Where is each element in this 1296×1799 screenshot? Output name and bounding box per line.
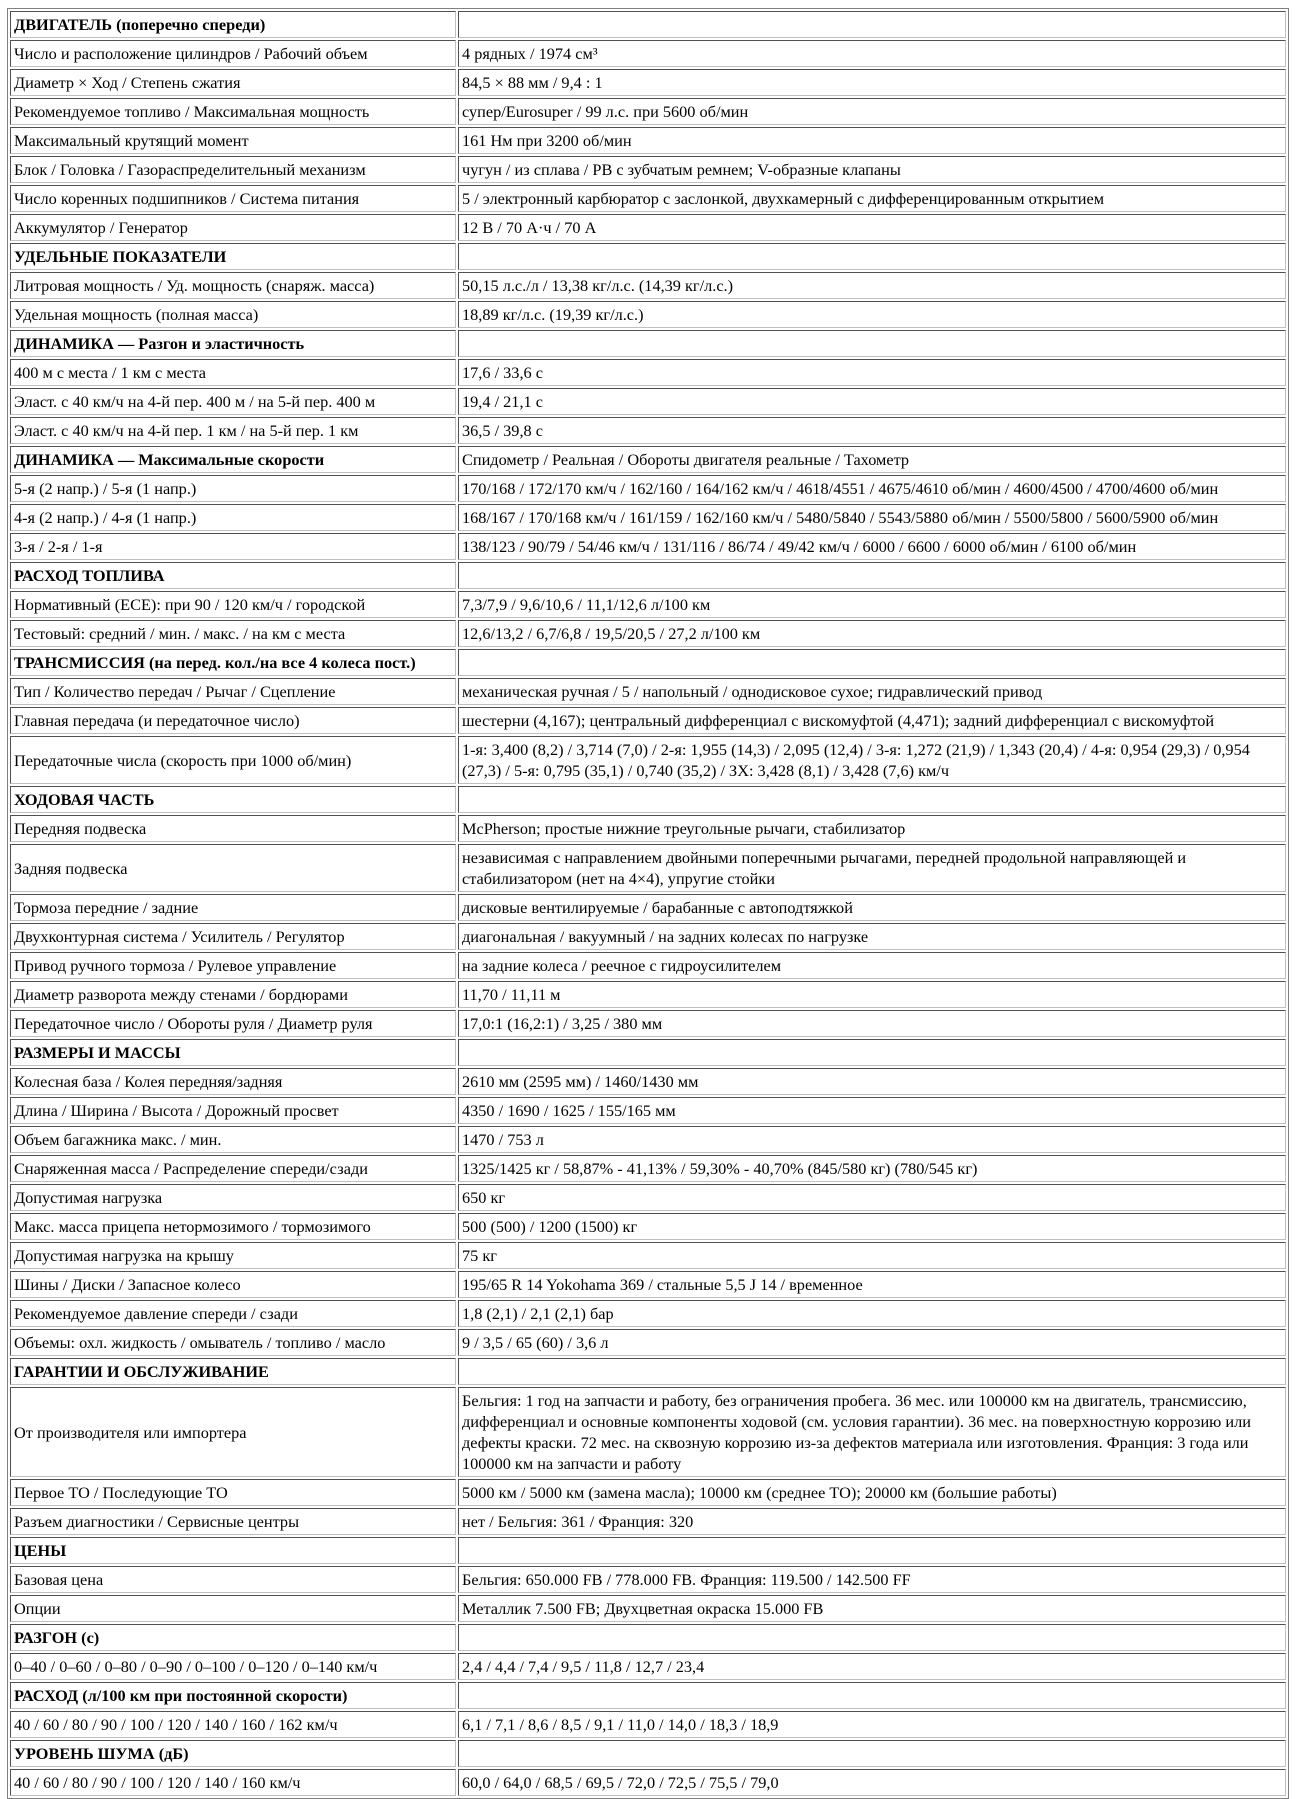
parameter-label: Диаметр разворота между стенами / бордюрами (10, 981, 456, 1008)
table-row (10, 1097, 1286, 1124)
parameter-value: 1470 / 753 л (458, 1126, 1286, 1153)
parameter-value: 4350 / 1690 / 1625 / 155/165 мм (458, 1097, 1286, 1124)
parameter-value: 60,0 / 64,0 / 68,5 / 69,5 / 72,0 / 72,5 / 75,5 / 79,0 (458, 1769, 1286, 1796)
parameter-label: Блок / Головка / Газораспределительный механизм (10, 156, 456, 183)
parameter-label: Главная передача (и передаточное число) (10, 707, 456, 734)
parameter-value: чугун / из сплава / РВ с зубчатым ремнем; V-образные клапаны (458, 156, 1286, 183)
parameter-label: Эласт. с 40 км/ч на 4-й пер. 1 км / на 5-й пер. 1 км (10, 417, 456, 444)
table-row (10, 1711, 1286, 1738)
table-row (10, 894, 1286, 921)
specs-table (7, 8, 1289, 1799)
table-row (10, 1010, 1286, 1037)
parameter-label: Объемы: охл. жидкость / омыватель / топливо / масло (10, 1329, 456, 1356)
section-title: РАСХОД (л/100 км при постоянной скорости) (10, 1682, 456, 1709)
parameter-label: Передаточные числа (скорость при 1000 об/мин) (10, 736, 456, 784)
parameter-value: 18,89 кг/л.с. (19,39 кг/л.с.) (458, 301, 1286, 328)
parameter-value: 1,8 (2,1) / 2,1 (2,1) бар (458, 1300, 1286, 1327)
section-title: ХОДОВАЯ ЧАСТЬ (10, 786, 456, 813)
section-header-row (10, 446, 1286, 473)
parameter-label: Колесная база / Колея передняя/задняя (10, 1068, 456, 1095)
table-row (10, 923, 1286, 950)
parameter-value (458, 330, 1286, 357)
table-row (10, 736, 1286, 784)
parameter-value (458, 11, 1286, 38)
parameter-value: нет / Бельгия: 361 / Франция: 320 (458, 1508, 1286, 1535)
parameter-value: независимая с направлением двойными поперечными рычагами, передней продольной направляющей и стабилизатором (нет на 4×4), упругие стойки (458, 844, 1286, 892)
parameter-value: 2610 мм (2595 мм) / 1460/1430 мм (458, 1068, 1286, 1095)
section-header-row (10, 1039, 1286, 1066)
parameter-value (458, 243, 1286, 270)
parameter-value: 50,15 л.с./л / 13,38 кг/л.с. (14,39 кг/л.с.) (458, 272, 1286, 299)
parameter-label: Шины / Диски / Запасное колесо (10, 1271, 456, 1298)
parameter-value: 36,5 / 39,8 с (458, 417, 1286, 444)
table-row (10, 1329, 1286, 1356)
table-row (10, 185, 1286, 212)
table-row (10, 1184, 1286, 1211)
parameter-label: 400 м с места / 1 км с места (10, 359, 456, 386)
table-row (10, 591, 1286, 618)
table-row (10, 40, 1286, 67)
parameter-value: 5000 км / 5000 км (замена масла); 10000 км (среднее ТО); 20000 км (большие работы) (458, 1479, 1286, 1506)
section-title: РАЗГОН (с) (10, 1624, 456, 1651)
parameter-value (458, 1358, 1286, 1385)
table-row (10, 1566, 1286, 1593)
section-header-row (10, 1624, 1286, 1651)
parameter-value: 75 кг (458, 1242, 1286, 1269)
parameter-label: Разъем диагностики / Сервисные центры (10, 1508, 456, 1535)
parameter-value: на задние колеса / реечное с гидроусилителем (458, 952, 1286, 979)
parameter-label: Длина / Ширина / Высота / Дорожный просвет (10, 1097, 456, 1124)
parameter-value: 161 Нм при 3200 об/мин (458, 127, 1286, 154)
table-row (10, 1271, 1286, 1298)
section-title: ГАРАНТИИ И ОБСЛУЖИВАНИЕ (10, 1358, 456, 1385)
table-row (10, 359, 1286, 386)
parameter-value: 138/123 / 90/79 / 54/46 км/ч / 131/116 / 86/74 / 49/42 км/ч / 6000 / 6600 / 6000 об/мин / 6100 об/мин (458, 533, 1286, 560)
table-row (10, 678, 1286, 705)
parameter-label: 40 / 60 / 80 / 90 / 100 / 120 / 140 / 160 км/ч (10, 1769, 456, 1796)
parameter-value (458, 1039, 1286, 1066)
parameter-value: 11,70 / 11,11 м (458, 981, 1286, 1008)
table-row (10, 1300, 1286, 1327)
parameter-value: 1-я: 3,400 (8,2) / 3,714 (7,0) / 2-я: 1,955 (14,3) / 2,095 (12,4) / 3-я: 1,272 (21,9) / 1,343 (20,4) / 4-я: 0,954 (29,3) / 0,954 (27,3) / 5-я: 0,795 (35,1) / 0,740 (35,2) / ЗХ: 3,428 (8,1) / 3,428 (7,6) км/ч (458, 736, 1286, 784)
parameter-label: 3-я / 2-я / 1-я (10, 533, 456, 560)
parameter-label: Число и расположение цилиндров / Рабочий объем (10, 40, 456, 67)
parameter-label: Первое ТО / Последующие ТО (10, 1479, 456, 1506)
parameter-label: 4-я (2 напр.) / 4-я (1 напр.) (10, 504, 456, 531)
table-row (10, 1769, 1286, 1796)
table-row (10, 417, 1286, 444)
table-row (10, 301, 1286, 328)
parameter-value: Спидометр / Реальная / Обороты двигателя реальные / Тахометр (458, 446, 1286, 473)
section-header-row (10, 562, 1286, 589)
table-row (10, 475, 1286, 502)
table-row (10, 952, 1286, 979)
table-row (10, 707, 1286, 734)
table-row (10, 533, 1286, 560)
table-row (10, 98, 1286, 125)
parameter-value: супер/Eurosuper / 99 л.с. при 5600 об/мин (458, 98, 1286, 125)
parameter-value: механическая ручная / 5 / напольный / однодисковое сухое; гидравлический привод (458, 678, 1286, 705)
section-header-row (10, 786, 1286, 813)
parameter-label: Двухконтурная система / Усилитель / Регулятор (10, 923, 456, 950)
parameter-label: Литровая мощность / Уд. мощность (снаряж. масса) (10, 272, 456, 299)
section-header-row (10, 330, 1286, 357)
parameter-label: Базовая цена (10, 1566, 456, 1593)
parameter-label: От производителя или импортера (10, 1387, 456, 1477)
parameter-label: Тип / Количество передач / Рычаг / Сцепление (10, 678, 456, 705)
parameter-label: Передняя подвеска (10, 815, 456, 842)
parameter-value: 17,0:1 (16,2:1) / 3,25 / 380 мм (458, 1010, 1286, 1037)
parameter-value: McPherson; простые нижние треугольные рычаги, стабилизатор (458, 815, 1286, 842)
parameter-value: 19,4 / 21,1 с (458, 388, 1286, 415)
table-row (10, 1653, 1286, 1680)
parameter-value (458, 562, 1286, 589)
parameter-value: диагональная / вакуумный / на задних колесах по нагрузке (458, 923, 1286, 950)
table-row (10, 844, 1286, 892)
parameter-value: 7,3/7,9 / 9,6/10,6 / 11,1/12,6 л/100 км (458, 591, 1286, 618)
parameter-value: 2,4 / 4,4 / 7,4 / 9,5 / 11,8 / 12,7 / 23,4 (458, 1653, 1286, 1680)
parameter-label: Максимальный крутящий момент (10, 127, 456, 154)
parameter-value (458, 649, 1286, 676)
parameter-value (458, 1740, 1286, 1767)
parameter-label: Допустимая нагрузка на крышу (10, 1242, 456, 1269)
parameter-value (458, 786, 1286, 813)
parameter-label: Эласт. с 40 км/ч на 4-й пер. 400 м / на 5-й пер. 400 м (10, 388, 456, 415)
table-row (10, 1508, 1286, 1535)
parameter-value: 650 кг (458, 1184, 1286, 1211)
section-title: ДИНАМИКА — Разгон и эластичность (10, 330, 456, 357)
parameter-value: Бельгия: 650.000 FB / 778.000 FB. Франция: 119.500 / 142.500 FF (458, 1566, 1286, 1593)
section-header-row (10, 649, 1286, 676)
parameter-label: 0–40 / 0–60 / 0–80 / 0–90 / 0–100 / 0–120 / 0–140 км/ч (10, 1653, 456, 1680)
table-row (10, 1126, 1286, 1153)
table-row (10, 981, 1286, 1008)
parameter-label: Задняя подвеска (10, 844, 456, 892)
parameter-label: Тестовый: средний / мин. / макс. / на км с места (10, 620, 456, 647)
table-row (10, 388, 1286, 415)
parameter-label: Опции (10, 1595, 456, 1622)
parameter-label: Число коренных подшипников / Система питания (10, 185, 456, 212)
section-header-row (10, 1358, 1286, 1385)
table-row (10, 1155, 1286, 1182)
parameter-label: Рекомендуемое топливо / Максимальная мощность (10, 98, 456, 125)
parameter-label: Удельная мощность (полная масса) (10, 301, 456, 328)
parameter-label: Диаметр × Ход / Степень сжатия (10, 69, 456, 96)
parameter-label: Тормоза передние / задние (10, 894, 456, 921)
parameter-value: 1325/1425 кг / 58,87% - 41,13% / 59,30% - 40,70% (845/580 кг) (780/545 кг) (458, 1155, 1286, 1182)
parameter-label: Нормативный (ECE): при 90 / 120 км/ч / городской (10, 591, 456, 618)
table-row (10, 1479, 1286, 1506)
table-row (10, 504, 1286, 531)
parameter-value: дисковые вентилируемые / барабанные с автоподтяжкой (458, 894, 1286, 921)
parameter-value: 4 рядных / 1974 см³ (458, 40, 1286, 67)
section-title: ЦЕНЫ (10, 1537, 456, 1564)
table-row (10, 156, 1286, 183)
section-header-row (10, 1682, 1286, 1709)
parameter-label: Передаточное число / Обороты руля / Диаметр руля (10, 1010, 456, 1037)
section-title: ДИНАМИКА — Максимальные скорости (10, 446, 456, 473)
parameter-label: Объем багажника макс. / мин. (10, 1126, 456, 1153)
section-header-row (10, 243, 1286, 270)
parameter-value: шестерни (4,167); центральный дифференциал с вискомуфтой (4,471); задний дифференциал с вискомуфтой (458, 707, 1286, 734)
table-row (10, 1242, 1286, 1269)
table-row (10, 214, 1286, 241)
parameter-value: 6,1 / 7,1 / 8,6 / 8,5 / 9,1 / 11,0 / 14,0 / 18,3 / 18,9 (458, 1711, 1286, 1738)
table-row (10, 127, 1286, 154)
section-header-row (10, 1537, 1286, 1564)
section-title: УДЕЛЬНЫЕ ПОКАЗАТЕЛИ (10, 243, 456, 270)
parameter-value: 84,5 × 88 мм / 9,4 : 1 (458, 69, 1286, 96)
parameter-value (458, 1682, 1286, 1709)
parameter-value: 168/167 / 170/168 км/ч / 161/159 / 162/160 км/ч / 5480/5840 / 5543/5880 об/мин / 5500/5800 / 5600/5900 об/мин (458, 504, 1286, 531)
parameter-value: 9 / 3,5 / 65 (60) / 3,6 л (458, 1329, 1286, 1356)
parameter-value: 500 (500) / 1200 (1500) кг (458, 1213, 1286, 1240)
parameter-value: Металлик 7.500 FB; Двухцветная окраска 15.000 FB (458, 1595, 1286, 1622)
parameter-label: Допустимая нагрузка (10, 1184, 456, 1211)
table-row (10, 1387, 1286, 1477)
section-header-row (10, 11, 1286, 38)
table-row (10, 272, 1286, 299)
parameter-value: 170/168 / 172/170 км/ч / 162/160 / 164/162 км/ч / 4618/4551 / 4675/4610 об/мин / 4600/4500 / 4700/4600 об/мин (458, 475, 1286, 502)
parameter-value (458, 1537, 1286, 1564)
parameter-label: Привод ручного тормоза / Рулевое управление (10, 952, 456, 979)
parameter-label: 40 / 60 / 80 / 90 / 100 / 120 / 140 / 160 / 162 км/ч (10, 1711, 456, 1738)
parameter-label: Макс. масса прицепа нетормозимого / тормозимого (10, 1213, 456, 1240)
table-row (10, 1213, 1286, 1240)
parameter-label: Снаряженная масса / Распределение спереди/сзади (10, 1155, 456, 1182)
parameter-value: Бельгия: 1 год на запчасти и работу, без ограничения пробега. 36 мес. или 100000 км на двигатель, трансмиссию, дифференциал и основные компоненты ходовой (см. условия гарантии). 36 мес. на поверхностную коррозию или дефекты краски. 72 мес. на сквозную коррозию из-за дефектов материала или изготовления. Франция: 3 года или 100000 км на запчасти и работу (458, 1387, 1286, 1477)
table-row (10, 815, 1286, 842)
table-row (10, 69, 1286, 96)
parameter-value: 17,6 / 33,6 с (458, 359, 1286, 386)
section-title: УРОВЕНЬ ШУМА (дБ) (10, 1740, 456, 1767)
parameter-value: 5 / электронный карбюратор с заслонкой, двухкамерный с дифференцированным открытием (458, 185, 1286, 212)
parameter-label: Аккумулятор / Генератор (10, 214, 456, 241)
parameter-value: 12 В / 70 А·ч / 70 А (458, 214, 1286, 241)
parameter-label: 5-я (2 напр.) / 5-я (1 напр.) (10, 475, 456, 502)
section-title: РАЗМЕРЫ И МАССЫ (10, 1039, 456, 1066)
parameter-value: 12,6/13,2 / 6,7/6,8 / 19,5/20,5 / 27,2 л/100 км (458, 620, 1286, 647)
section-header-row (10, 1740, 1286, 1767)
section-title: РАСХОД ТОПЛИВА (10, 562, 456, 589)
parameter-value: 195/65 R 14 Yokohama 369 / стальные 5,5 J 14 / временное (458, 1271, 1286, 1298)
table-row (10, 1595, 1286, 1622)
section-title: ТРАНСМИССИЯ (на перед. кол./на все 4 колеса пост.) (10, 649, 456, 676)
parameter-label: Рекомендуемое давление спереди / сзади (10, 1300, 456, 1327)
parameter-value (458, 1624, 1286, 1651)
table-row (10, 1068, 1286, 1095)
section-title: ДВИГАТЕЛЬ (поперечно спереди) (10, 11, 456, 38)
table-row (10, 620, 1286, 647)
